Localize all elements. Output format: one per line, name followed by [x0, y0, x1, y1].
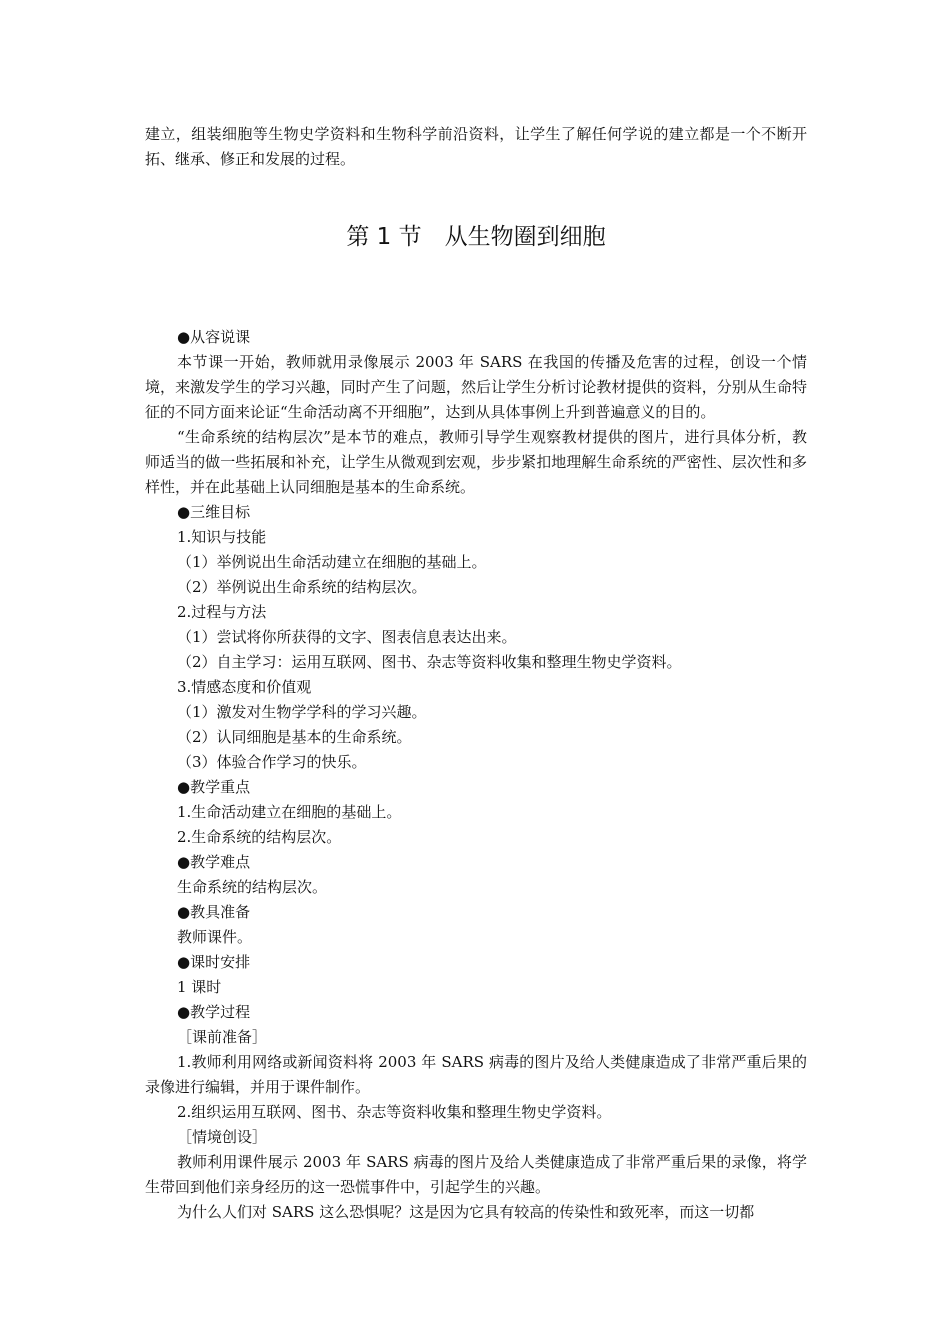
goal-item: （3）体验合作学习的快乐。: [177, 753, 367, 771]
paragraph-question: 为什么人们对 SARS 这么恐惧呢？这是因为它具有较高的传染性和致死率，而这一切都: [177, 1203, 755, 1221]
heading-cong-rong-shuo-ke: ●从容说课: [177, 328, 251, 346]
goal-item: （2）认同细胞是基本的生命系统。: [177, 728, 412, 746]
heading-difficult-points: ●教学难点: [177, 853, 251, 871]
goal-item: （1）尝试将你所获得的文字、图表信息表达出来。: [177, 628, 517, 646]
paragraph-difficulty: “生命系统的结构层次”是本节的难点，教师引导学生观察教材提供的图片，进行具体分析，教师适当的做一些拓展和补充，让学生从微观到宏观，步步紧扣地理解生命系统的严密性、层次性和多样性，并在此基础上认同细胞是基本的生命系统。: [145, 428, 807, 496]
key-point-item: 1.生命活动建立在细胞的基础上。: [177, 803, 402, 821]
subheading-scenario: ［情境创设］: [177, 1128, 268, 1146]
document-page: [145, 122, 807, 1225]
paragraph-lesson-intro: 本节课一开始，教师就用录像展示 2003 年 SARS 在我国的传播及危害的过程，创设一个情境，来激发学生的学习兴趣，同时产生了问题，然后让学生分析讨论教材提供的资料，分别从生命特征的不同方面来论证“生命活动离不开细胞”，达到从具体事例上升到普遍意义的目的。: [145, 353, 807, 421]
heading-key-points: ●教学重点: [177, 778, 251, 796]
subheading-preparation: ［课前准备］: [177, 1028, 268, 1046]
heading-schedule: ●课时安排: [177, 953, 251, 971]
goal-item: （2）举例说出生命系统的结构层次。: [177, 578, 427, 596]
difficult-point-item: 生命系统的结构层次。: [177, 878, 328, 896]
goal-item: （1）举例说出生命活动建立在细胞的基础上。: [177, 553, 487, 571]
schedule-item: 1 课时: [177, 978, 222, 996]
section-title: 第 1 节 从生物圈到细胞: [346, 224, 606, 250]
goal-process-method: 2.过程与方法: [177, 603, 267, 621]
heading-teaching-process: ●教学过程: [177, 1003, 251, 1021]
key-point-item: 2.生命系统的结构层次。: [177, 828, 342, 846]
goal-item: （2）自主学习：运用互联网、图书、杂志等资料收集和整理生物史学资料。: [177, 653, 682, 671]
preparation-item: 1.教师利用网络或新闻资料将 2003 年 SARS 病毒的图片及给人类健康造成了非常严重后果的录像进行编辑，并用于课件制作。: [145, 1053, 807, 1096]
heading-three-goals: ●三维目标: [177, 503, 251, 521]
goal-item: （1）激发对生物学学科的学习兴趣。: [177, 703, 427, 721]
intro-paragraph: 建立，组装细胞等生物史学资料和生物科学前沿资料，让学生了解任何学说的建立都是一个不断开拓、继承、修正和发展的过程。: [145, 125, 807, 168]
paragraph-scenario: 教师利用课件展示 2003 年 SARS 病毒的图片及给人类健康造成了非常严重后果的录像，将学生带回到他们亲身经历的这一恐慌事件中，引起学生的兴趣。: [145, 1153, 807, 1196]
heading-teaching-aids: ●教具准备: [177, 903, 251, 921]
goal-knowledge-skills: 1.知识与技能: [177, 528, 267, 546]
preparation-item: 2.组织运用互联网、图书、杂志等资料收集和整理生物史学资料。: [177, 1103, 612, 1121]
goal-attitude-values: 3.情感态度和价值观: [177, 678, 312, 696]
teaching-aids-item: 教师课件。: [177, 928, 253, 946]
